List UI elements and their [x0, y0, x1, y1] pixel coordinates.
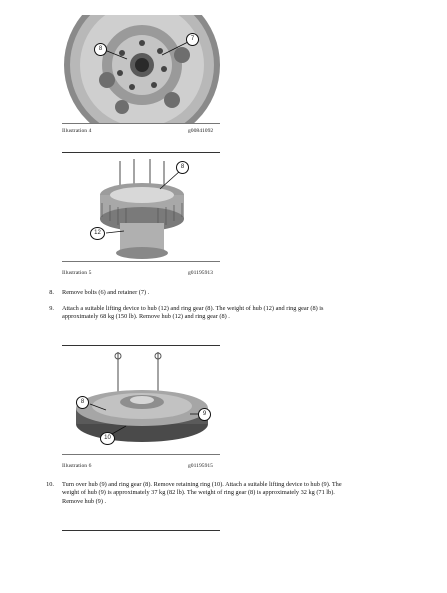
step-line: Attach a suitable lifting device to hub (12) and ring gear (8). The weight of hub (12) and ring gear (8) is: [62, 305, 324, 312]
step-line: weight of hub (9) is approximately 37 kg (82 lb). The weight of ring gear (8) is approximately 32 kg (71 lb).: [62, 489, 335, 497]
illustration-4-frame: [62, 15, 220, 124]
step-text: [62, 481, 402, 506]
figure-image-id: g01195913: [188, 270, 213, 276]
illustration-5-frame: [62, 152, 220, 262]
figure-caption: Illustration 6: [62, 463, 92, 469]
illustration-6-frame: [62, 345, 220, 455]
step-text: [62, 305, 402, 322]
callout-8: 8: [94, 43, 107, 56]
figure-image-id: g00841092: [188, 128, 214, 134]
step-line: Turn over hub (9) and ring gear (8). Remove retaining ring (10). Attach a suitable lifting device to hub (9). The: [62, 481, 342, 488]
figure-caption: Illustration 4: [62, 128, 92, 134]
callout-8: 8: [176, 161, 189, 174]
callout-8: 8: [76, 396, 89, 409]
illustration-5-image: [62, 153, 220, 261]
callout-10: 10: [100, 432, 115, 445]
step-line: Remove bolts (6) and retainer (7) .: [62, 289, 150, 296]
illustration-4-image: [62, 15, 220, 123]
callout-7: 7: [186, 33, 199, 46]
callout-9: 9: [198, 408, 211, 421]
step-line: approximately 68 kg (150 lb). Remove hub (12) and ring gear (8) .: [62, 313, 230, 321]
step-number: 10.: [46, 481, 54, 488]
step-number: 9.: [49, 305, 54, 312]
step-line: Remove hub (9) .: [62, 497, 107, 505]
step-text: [62, 289, 402, 297]
step-number: 8.: [49, 289, 54, 296]
figure-image-id: g01195915: [188, 463, 213, 469]
callout-12: 12: [90, 227, 105, 240]
figure-caption: Illustration 5: [62, 270, 92, 276]
next-figure-rule: [62, 530, 220, 531]
